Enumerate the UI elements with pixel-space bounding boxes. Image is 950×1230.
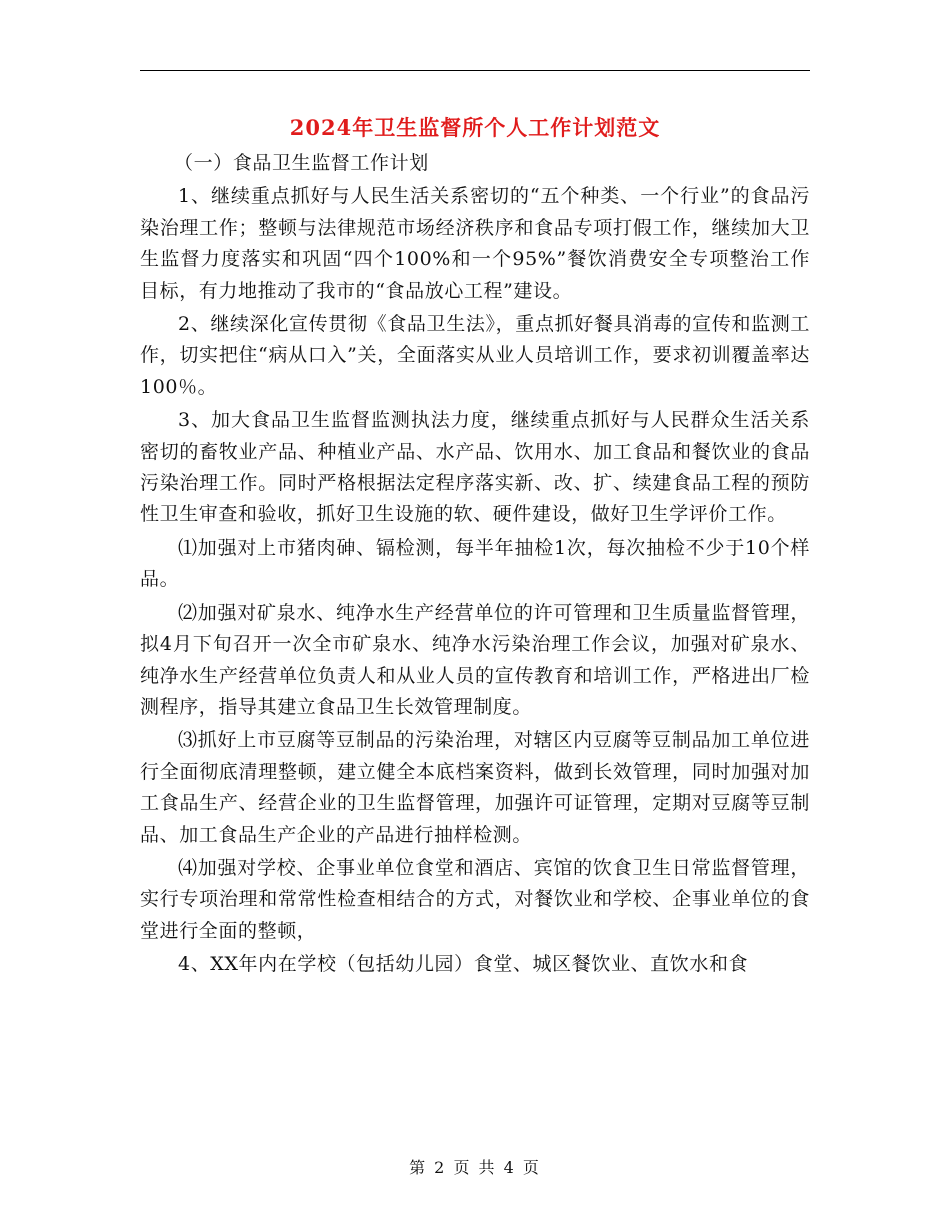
paragraph-2: 2、继续深化宣传贯彻《食品卫生法》，重点抓好餐具消毒的宣传和监测工作，切实把住“病从口入”关，全面落实从业人员培训工作，要求初训覆盖率达100％。 [140,313,810,398]
header-rule [140,70,810,71]
sub-item-2: ⑵加强对矿泉水、纯净水生产经营单位的许可管理和卫生质量监督管理，拟4月下旬召开一次全市矿泉水、纯净水污染治理工作会议，加强对矿泉水、纯净水生产经营单位负责人和从业人员的宣传教育和培训工作，严格进出厂检测程序，指导其建立食品卫生长效管理制度。 [140,601,810,718]
section-heading: （一）食品卫生监督工作计划 [174,152,429,174]
sub-item-3: ⑶抓好上市豆腐等豆制品的污染治理，对辖区内豆腐等豆制品加工单位进行全面彻底清理整顿，建立健全本底档案资料，做到长效管理，同时加强对加工食品生产、经营企业的卫生监督管理，加强许可证管理，定期对豆腐等豆制品、加工食品生产企业的产品进行抽样检测。 [140,729,810,846]
sub-item-4: ⑷加强对学校、企事业单位食堂和酒店、宾馆的饮食卫生日常监督管理，实行专项治理和常常性检查相结合的方式，对餐饮业和学校、企事业单位的食堂进行全面的整顿， [140,856,810,942]
paragraph-4: 4、XX年内在学校（包括幼儿园）食堂、城区餐饮业、直饮水和食 [178,953,749,976]
page-number-footer: 第 2 页 共 4 页 [409,1158,541,1177]
sub-item-1: ⑴加强对上市猪肉砷、镉检测，每半年抽检1次，每次抽检不少于10个样品。 [140,536,810,591]
paragraph-1: 1、继续重点抓好与人民生活关系密切的“五个种类、一个行业”的食品污染治理工作；整顿与法律规范市场经济秩序和食品专项打假工作，继续加大卫生监督力度落实和巩固“四个100%和一个95%”餐饮消费安全专项整治工作目标，有力地推动了我市的“食品放心工程”建设。 [140,185,810,302]
document-body [140,148,810,983]
document-title: 2024年卫生监督所个人工作计划范文 [289,115,661,140]
paragraph-3: 3、加大食品卫生监督监测执法力度，继续重点抓好与人民群众生活关系密切的畜牧业产品、种植业产品、水产品、饮用水、加工食品和餐饮业的食品污染治理工作。同时严格根据法定程序落实新、改、扩、续建食品工程的预防性卫生审查和验收，抓好卫生设施的软、硬件建设，做好卫生学评价工作。 [140,409,810,526]
